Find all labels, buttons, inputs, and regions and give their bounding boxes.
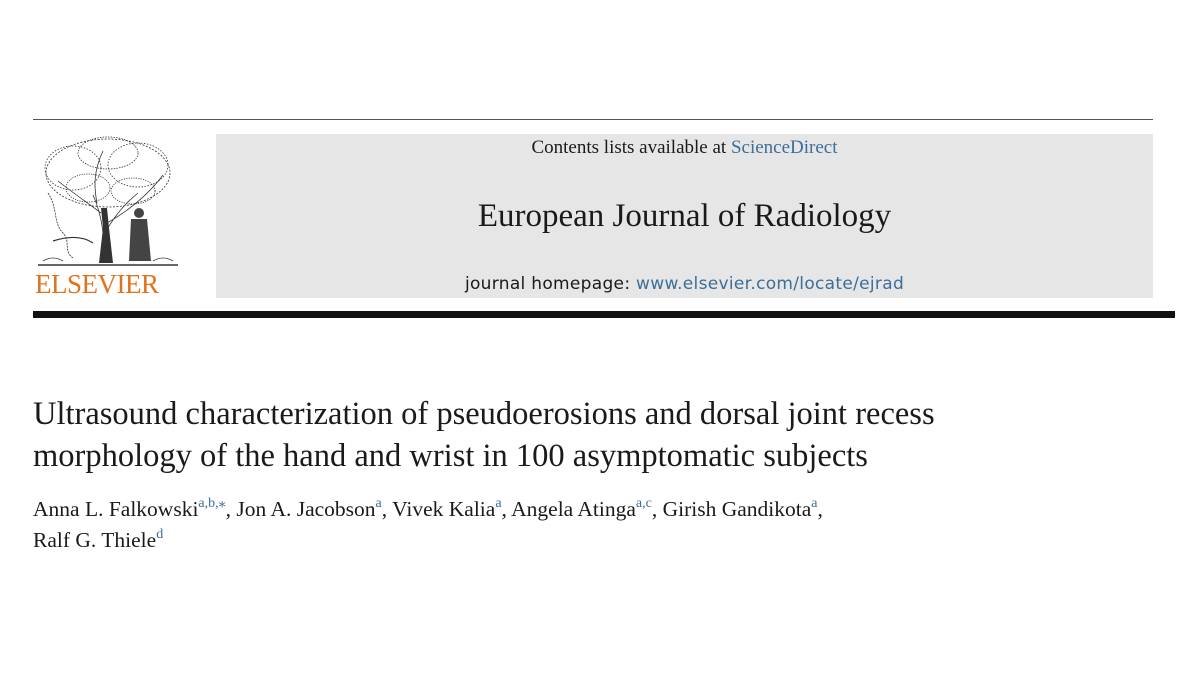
author-list <box>33 494 1153 556</box>
author-name: Angela Atinga <box>511 497 636 521</box>
author[interactable]: Vivek Kalia$^a$, <box>392 496 507 521</box>
corresponding-author-icon[interactable]: ⁎ <box>218 496 226 511</box>
article-title-line1: Ultrasound characterization of pseudoerosions and dorsal joint recess <box>33 396 935 432</box>
author-name: Girish Gandikota <box>662 497 812 521</box>
top-rule <box>33 119 1153 120</box>
author[interactable]: Jon A. Jacobson$^a$, <box>236 496 388 521</box>
author[interactable]: Angela Atinga$^{a,c}$, <box>511 496 658 521</box>
tree-and-scholar-engraving-icon <box>33 133 183 273</box>
affiliation-marker[interactable]: d <box>156 527 164 542</box>
article-title-line2: morphology of the hand and wrist in 100 asymptomatic subjects <box>33 438 868 474</box>
homepage-prefix: journal homepage: <box>464 274 637 294</box>
sciencedirect-link[interactable]: ScienceDirect <box>730 137 838 158</box>
homepage-line <box>216 272 1153 296</box>
contents-prefix: Contents lists available at <box>531 137 731 158</box>
affiliation-marker[interactable]: a <box>811 496 818 511</box>
publisher-logo[interactable] <box>33 133 183 299</box>
affiliation-marker[interactable]: a,b,⁎ <box>198 496 226 511</box>
author[interactable]: Anna L. Falkowski$^{a,b,⁎}$, <box>33 496 232 521</box>
journal-banner <box>216 134 1153 298</box>
header-divider <box>33 311 1175 318</box>
article-title <box>33 393 1153 477</box>
journal-title[interactable]: European Journal of Radiology <box>477 198 892 234</box>
author[interactable]: Girish Gandikota$^a$, <box>662 496 823 521</box>
author-name: Anna L. Falkowski <box>33 497 199 521</box>
author-name: Ralf G. Thiele <box>33 528 157 552</box>
author-name: Vivek Kalia <box>392 497 496 521</box>
contents-line <box>216 136 1153 160</box>
homepage-link[interactable]: www.elsevier.com/locate/ejrad <box>636 274 905 294</box>
affiliation-marker[interactable]: a <box>495 496 502 511</box>
publisher-name: ELSEVIER <box>35 269 159 299</box>
author[interactable] <box>33 528 163 552</box>
affiliation-marker[interactable]: a,c <box>635 496 652 511</box>
author-name: Jon A. Jacobson <box>236 497 376 521</box>
affiliation-marker[interactable]: a <box>375 496 382 511</box>
